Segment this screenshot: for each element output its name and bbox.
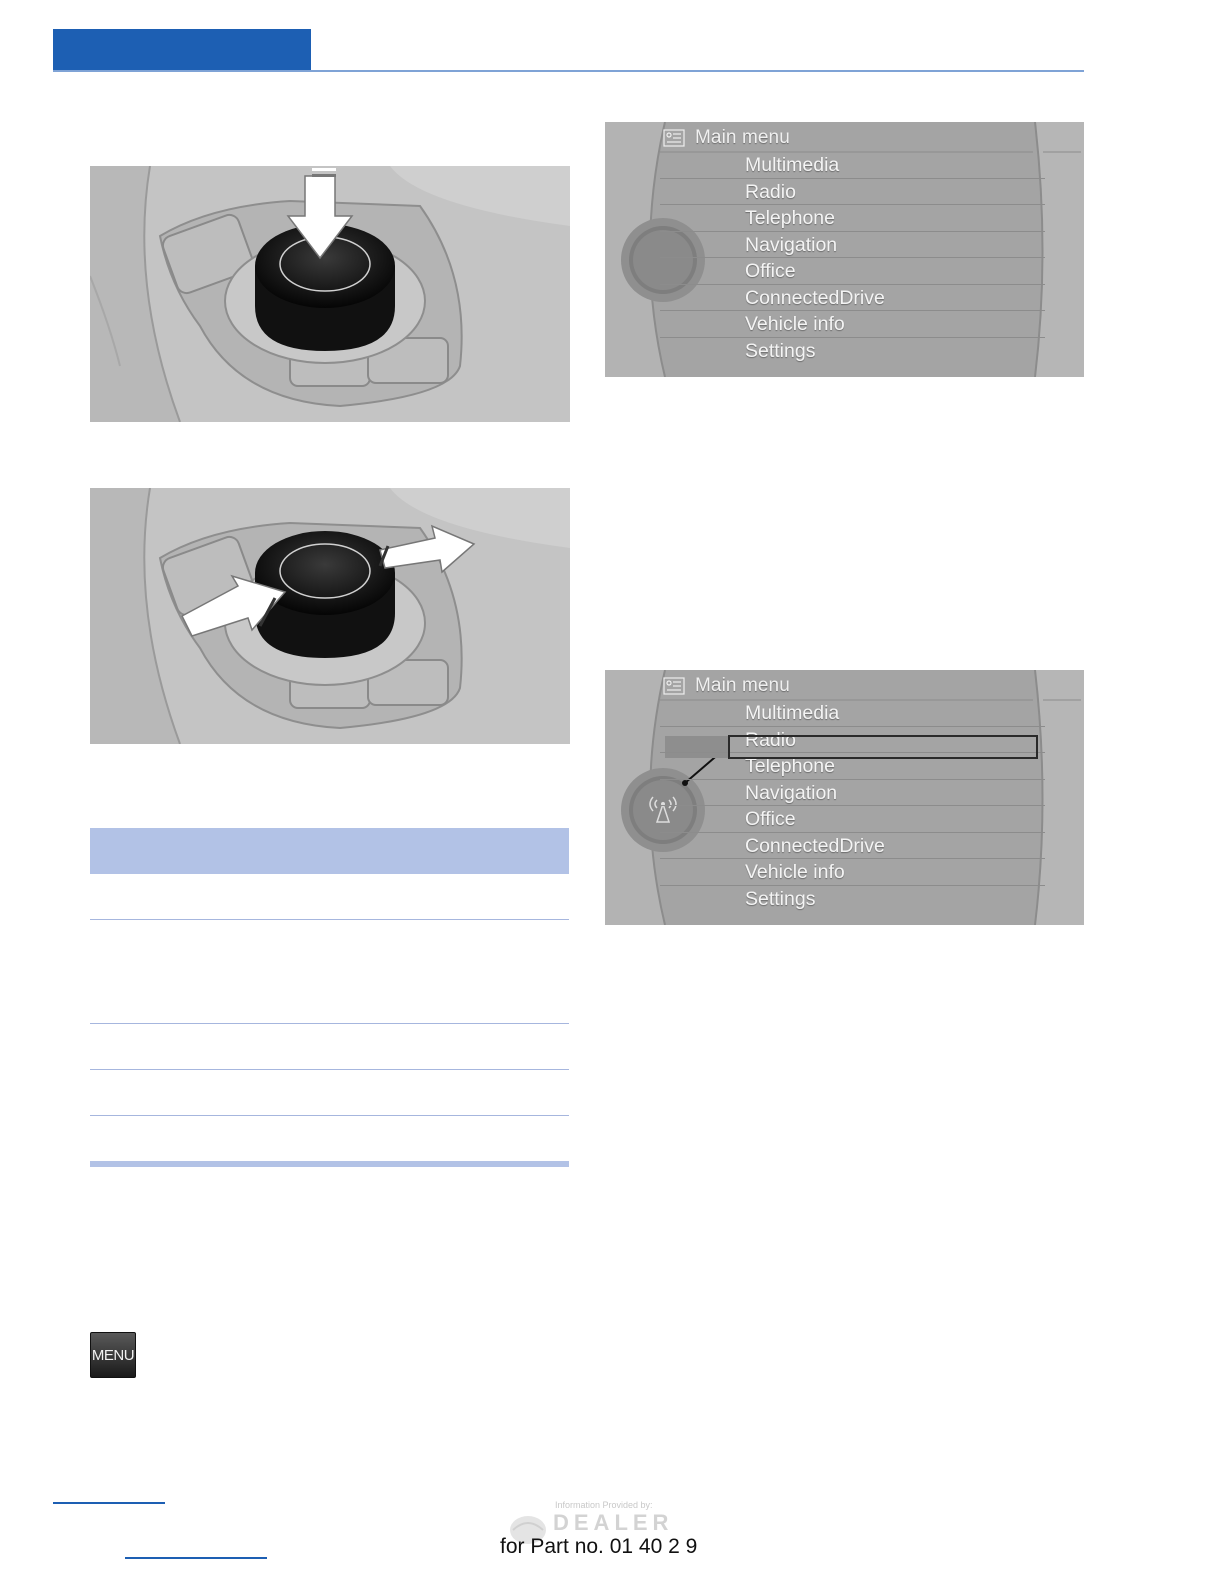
menu-item-radio[interactable]: Radio	[660, 179, 1045, 206]
menu-item-connecteddrive[interactable]: ConnectedDrive	[660, 285, 1045, 312]
menu-item-vehicle-info[interactable]: Vehicle info	[660, 859, 1045, 886]
table-row	[90, 1070, 569, 1116]
menu-item-radio-selected[interactable]: Radio	[660, 727, 1045, 754]
screen-title: Main menu	[695, 127, 790, 148]
footer-link-rule	[125, 1557, 267, 1559]
controller-table	[90, 828, 569, 1167]
table-header	[90, 828, 569, 874]
menu-list	[660, 152, 1045, 364]
table-row	[90, 874, 569, 920]
part-number: for Part no. 01 40 2 9	[500, 1535, 698, 1558]
footer-rule	[53, 1502, 165, 1504]
menu-list-icon	[663, 129, 685, 147]
watermark-brand: DEALER	[553, 1510, 674, 1535]
menu-item-telephone[interactable]: Telephone	[660, 753, 1045, 780]
table-row	[90, 1116, 569, 1161]
table-row	[90, 920, 569, 1024]
menu-item-connecteddrive[interactable]: ConnectedDrive	[660, 833, 1045, 860]
menu-list	[660, 700, 1045, 912]
table-footer-bar	[90, 1161, 569, 1167]
controller-press-illustration	[90, 166, 570, 422]
screen-title: Main menu	[695, 675, 790, 696]
menu-list-icon	[663, 677, 685, 695]
watermark-provided-text: Information Provided by:	[555, 1500, 653, 1510]
menu-item-settings[interactable]: Settings	[745, 339, 816, 362]
menu-item-navigation[interactable]: Navigation	[660, 780, 1045, 807]
menu-item-office[interactable]: Office	[660, 258, 1045, 285]
menu-item-settings[interactable]: Settings	[745, 887, 816, 910]
selection-frame	[728, 735, 1038, 759]
menu-item-multimedia[interactable]: Multimedia	[660, 152, 1045, 179]
idrive-screen-main-menu	[605, 122, 1084, 377]
screen-title-row	[663, 674, 790, 698]
idrive-screen-main-menu-selected	[605, 670, 1084, 925]
menu-button[interactable]: MENU	[90, 1332, 136, 1378]
header-rule	[53, 70, 1084, 72]
menu-item-multimedia[interactable]: Multimedia	[660, 700, 1045, 727]
table-row	[90, 1024, 569, 1070]
controller-tilt-illustration	[90, 488, 570, 744]
menu-item-navigation[interactable]: Navigation	[660, 232, 1045, 259]
header-accent-bar	[53, 29, 311, 72]
menu-item-telephone[interactable]: Telephone	[660, 205, 1045, 232]
menu-item-vehicle-info[interactable]: Vehicle info	[660, 311, 1045, 338]
menu-item-office[interactable]: Office	[660, 806, 1045, 833]
screen-title-row	[663, 126, 790, 150]
